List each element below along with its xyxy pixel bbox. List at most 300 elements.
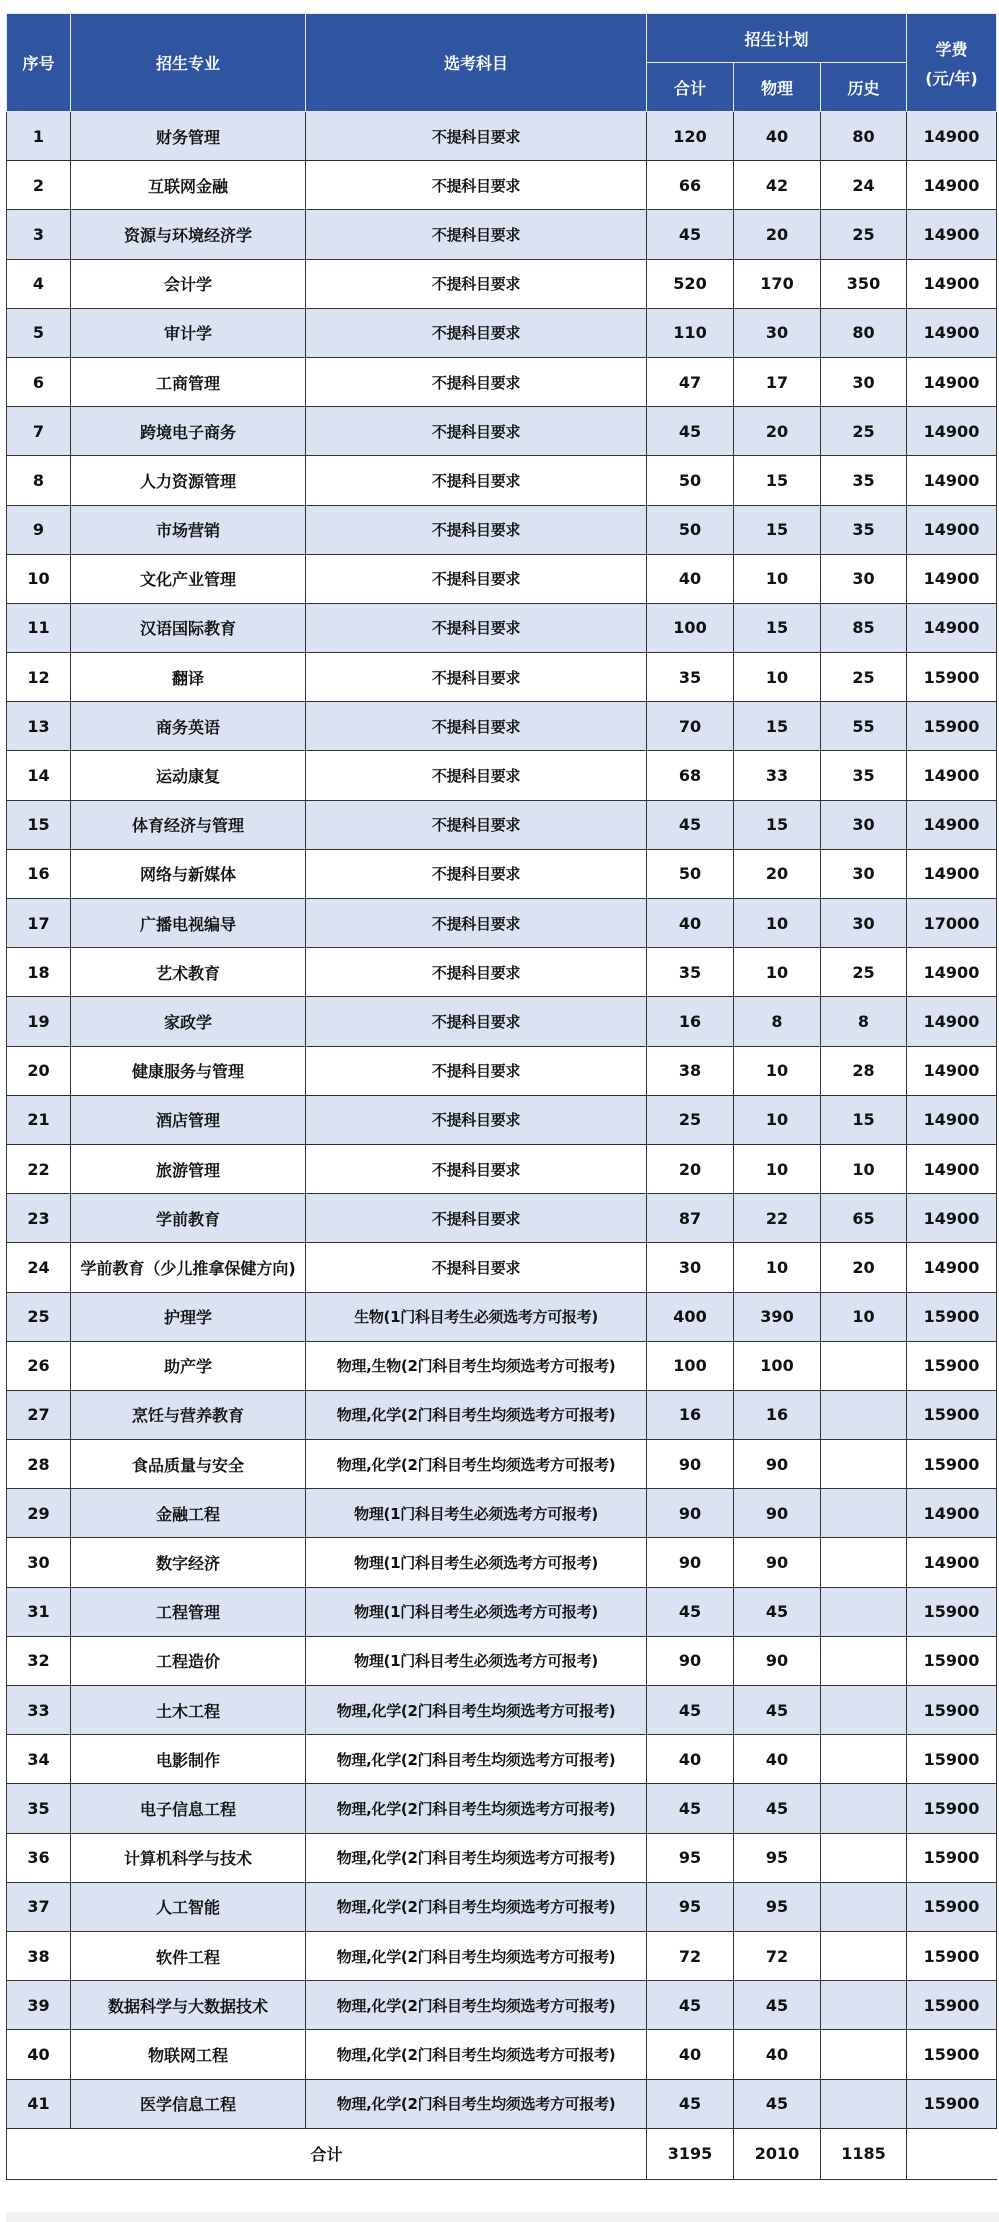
cell-physics: 170 [734, 259, 821, 308]
table-row [7, 849, 997, 898]
table-row [7, 456, 997, 505]
cell-major: 金融工程 [71, 1489, 306, 1538]
cell-subjects: 不提科目要求 [306, 554, 647, 603]
cell-major: 软件工程 [71, 1931, 306, 1980]
cell-major: 文化产业管理 [71, 554, 306, 603]
cell-total: 68 [647, 751, 734, 800]
cell-index: 33 [7, 1686, 71, 1735]
cell-index: 20 [7, 1046, 71, 1095]
cell-total: 40 [647, 554, 734, 603]
cell-physics: 8 [734, 997, 821, 1046]
cell-physics: 10 [734, 1095, 821, 1144]
cell-physics: 95 [734, 1833, 821, 1882]
cell-subjects: 不提科目要求 [306, 1243, 647, 1292]
cell-subjects: 不提科目要求 [306, 210, 647, 259]
cell-total: 90 [647, 1489, 734, 1538]
cell-physics: 40 [734, 2030, 821, 2079]
cell-total: 45 [647, 2079, 734, 2128]
cell-history: 8 [821, 997, 907, 1046]
cell-physics: 90 [734, 1636, 821, 1685]
cell-index: 39 [7, 1981, 71, 2030]
table-row [7, 2079, 997, 2128]
cell-history: 80 [821, 112, 907, 161]
cell-major: 酒店管理 [71, 1095, 306, 1144]
cell-history: 35 [821, 505, 907, 554]
cell-total: 110 [647, 308, 734, 357]
cell-history: 10 [821, 1292, 907, 1341]
enrollment-plan-table [6, 13, 997, 2180]
cell-physics: 90 [734, 1440, 821, 1489]
cell-index: 17 [7, 899, 71, 948]
cell-fee: 14900 [907, 1538, 997, 1587]
table-row [7, 1833, 997, 1882]
cell-major: 市场营销 [71, 505, 306, 554]
cell-total: 30 [647, 1243, 734, 1292]
cell-total: 47 [647, 357, 734, 406]
header-index: 序号 [7, 14, 71, 112]
cell-fee: 14900 [907, 259, 997, 308]
cell-major: 助产学 [71, 1341, 306, 1390]
cell-major: 数字经济 [71, 1538, 306, 1587]
cell-total: 45 [647, 210, 734, 259]
table-row [7, 161, 997, 210]
cell-subjects: 不提科目要求 [306, 259, 647, 308]
cell-major: 网络与新媒体 [71, 849, 306, 898]
cell-physics: 40 [734, 112, 821, 161]
cell-history: 30 [821, 849, 907, 898]
cell-index: 41 [7, 2079, 71, 2128]
cell-index: 19 [7, 997, 71, 1046]
cell-subjects: 物理,化学(2门科目考生均须选考方可报考) [306, 1735, 647, 1784]
cell-index: 12 [7, 653, 71, 702]
table-row [7, 1489, 997, 1538]
cell-subjects: 物理,化学(2门科目考生均须选考方可报考) [306, 1833, 647, 1882]
totals-total: 3195 [647, 2128, 734, 2179]
cell-major: 人力资源管理 [71, 456, 306, 505]
cell-major: 计算机科学与技术 [71, 1833, 306, 1882]
cell-index: 31 [7, 1587, 71, 1636]
cell-total: 72 [647, 1931, 734, 1980]
cell-physics: 45 [734, 1981, 821, 2030]
cell-major: 物联网工程 [71, 2030, 306, 2079]
cell-total: 16 [647, 1390, 734, 1439]
cell-history: 35 [821, 751, 907, 800]
cell-subjects: 物理,化学(2门科目考生均须选考方可报考) [306, 1931, 647, 1980]
cell-physics: 15 [734, 702, 821, 751]
cell-total: 90 [647, 1440, 734, 1489]
cell-fee: 15900 [907, 1587, 997, 1636]
table-row [7, 1440, 997, 1489]
cell-total: 50 [647, 505, 734, 554]
cell-history [821, 2079, 907, 2128]
cell-subjects: 不提科目要求 [306, 899, 647, 948]
cell-fee: 15900 [907, 1735, 997, 1784]
cell-fee: 14900 [907, 1489, 997, 1538]
totals-row [7, 2128, 997, 2179]
cell-index: 29 [7, 1489, 71, 1538]
cell-index: 34 [7, 1735, 71, 1784]
table-row [7, 997, 997, 1046]
cell-major: 体育经济与管理 [71, 800, 306, 849]
table-row [7, 1341, 997, 1390]
cell-index: 10 [7, 554, 71, 603]
cell-index: 6 [7, 357, 71, 406]
footer-bar [6, 2212, 999, 2222]
cell-fee: 15900 [907, 1833, 997, 1882]
cell-index: 35 [7, 1784, 71, 1833]
cell-fee: 14900 [907, 1194, 997, 1243]
cell-subjects: 不提科目要求 [306, 1046, 647, 1095]
cell-history: 30 [821, 899, 907, 948]
cell-major: 审计学 [71, 308, 306, 357]
cell-physics: 100 [734, 1341, 821, 1390]
cell-history [821, 1341, 907, 1390]
cell-subjects: 不提科目要求 [306, 161, 647, 210]
cell-index: 25 [7, 1292, 71, 1341]
cell-fee: 15900 [907, 702, 997, 751]
cell-subjects: 物理(1门科目考生必须选考方可报考) [306, 1489, 647, 1538]
header-fee-line1: 学费 [935, 39, 968, 59]
cell-history [821, 1390, 907, 1439]
cell-total: 45 [647, 1784, 734, 1833]
cell-fee: 14900 [907, 112, 997, 161]
cell-fee: 15900 [907, 1636, 997, 1685]
cell-major: 财务管理 [71, 112, 306, 161]
cell-index: 9 [7, 505, 71, 554]
cell-history: 25 [821, 210, 907, 259]
table-row [7, 1144, 997, 1193]
cell-total: 40 [647, 2030, 734, 2079]
cell-total: 120 [647, 112, 734, 161]
cell-history: 25 [821, 653, 907, 702]
cell-total: 45 [647, 1981, 734, 2030]
cell-total: 400 [647, 1292, 734, 1341]
cell-total: 95 [647, 1882, 734, 1931]
cell-history: 55 [821, 702, 907, 751]
cell-history [821, 1931, 907, 1980]
cell-fee: 14900 [907, 554, 997, 603]
cell-subjects: 物理(1门科目考生必须选考方可报考) [306, 1538, 647, 1587]
table-row [7, 1784, 997, 1833]
cell-index: 30 [7, 1538, 71, 1587]
cell-history: 28 [821, 1046, 907, 1095]
cell-subjects: 不提科目要求 [306, 702, 647, 751]
cell-physics: 10 [734, 1046, 821, 1095]
table-row [7, 948, 997, 997]
cell-fee: 14900 [907, 505, 997, 554]
cell-history: 85 [821, 603, 907, 652]
cell-physics: 45 [734, 1784, 821, 1833]
table-row [7, 505, 997, 554]
cell-index: 8 [7, 456, 71, 505]
cell-history: 65 [821, 1194, 907, 1243]
cell-physics: 45 [734, 1587, 821, 1636]
totals-label: 合计 [7, 2128, 647, 2179]
cell-major: 商务英语 [71, 702, 306, 751]
cell-index: 5 [7, 308, 71, 357]
cell-major: 食品质量与安全 [71, 1440, 306, 1489]
cell-subjects: 不提科目要求 [306, 849, 647, 898]
cell-fee: 14900 [907, 849, 997, 898]
cell-major: 学前教育（少儿推拿保健方向) [71, 1243, 306, 1292]
cell-major: 互联网金融 [71, 161, 306, 210]
cell-subjects: 不提科目要求 [306, 112, 647, 161]
header-subjects: 选考科目 [306, 14, 647, 112]
table-row [7, 1046, 997, 1095]
cell-physics: 20 [734, 210, 821, 259]
cell-physics: 17 [734, 357, 821, 406]
cell-fee: 14900 [907, 456, 997, 505]
cell-major: 电影制作 [71, 1735, 306, 1784]
cell-total: 66 [647, 161, 734, 210]
cell-major: 翻译 [71, 653, 306, 702]
cell-history: 350 [821, 259, 907, 308]
cell-physics: 15 [734, 603, 821, 652]
cell-physics: 30 [734, 308, 821, 357]
cell-subjects: 不提科目要求 [306, 997, 647, 1046]
cell-major: 电子信息工程 [71, 1784, 306, 1833]
cell-history [821, 1882, 907, 1931]
cell-fee: 14900 [907, 1243, 997, 1292]
table-row [7, 1390, 997, 1439]
cell-subjects: 物理,化学(2门科目考生均须选考方可报考) [306, 2030, 647, 2079]
cell-fee: 14900 [907, 800, 997, 849]
cell-index: 22 [7, 1144, 71, 1193]
cell-subjects: 物理,化学(2门科目考生均须选考方可报考) [306, 1882, 647, 1931]
header-total: 合计 [647, 63, 734, 112]
cell-subjects: 物理(1门科目考生必须选考方可报考) [306, 1587, 647, 1636]
cell-fee: 15900 [907, 2079, 997, 2128]
cell-history [821, 1636, 907, 1685]
cell-history [821, 1587, 907, 1636]
cell-total: 45 [647, 1587, 734, 1636]
cell-index: 36 [7, 1833, 71, 1882]
cell-subjects: 物理(1门科目考生必须选考方可报考) [306, 1636, 647, 1685]
cell-index: 16 [7, 849, 71, 898]
table-row [7, 751, 997, 800]
table-row [7, 1686, 997, 1735]
cell-major: 旅游管理 [71, 1144, 306, 1193]
cell-total: 50 [647, 456, 734, 505]
cell-fee: 15900 [907, 1784, 997, 1833]
cell-history [821, 2030, 907, 2079]
table-row [7, 1095, 997, 1144]
cell-fee: 15900 [907, 1686, 997, 1735]
cell-subjects: 不提科目要求 [306, 948, 647, 997]
table-row [7, 357, 997, 406]
cell-physics: 16 [734, 1390, 821, 1439]
cell-physics: 22 [734, 1194, 821, 1243]
cell-physics: 390 [734, 1292, 821, 1341]
cell-physics: 90 [734, 1489, 821, 1538]
table-row [7, 800, 997, 849]
cell-fee: 14900 [907, 1046, 997, 1095]
cell-subjects: 物理,化学(2门科目考生均须选考方可报考) [306, 2079, 647, 2128]
cell-subjects: 不提科目要求 [306, 1144, 647, 1193]
header-fee-line2: (元/年) [925, 68, 978, 88]
cell-major: 护理学 [71, 1292, 306, 1341]
cell-total: 70 [647, 702, 734, 751]
cell-index: 14 [7, 751, 71, 800]
cell-subjects: 不提科目要求 [306, 505, 647, 554]
cell-index: 28 [7, 1440, 71, 1489]
table-row [7, 554, 997, 603]
cell-history: 35 [821, 456, 907, 505]
cell-major: 工商管理 [71, 357, 306, 406]
table-row [7, 702, 997, 751]
cell-fee: 15900 [907, 1882, 997, 1931]
cell-fee: 14900 [907, 603, 997, 652]
cell-fee: 17000 [907, 899, 997, 948]
cell-total: 40 [647, 1735, 734, 1784]
cell-major: 运动康复 [71, 751, 306, 800]
cell-fee: 15900 [907, 1931, 997, 1980]
cell-index: 37 [7, 1882, 71, 1931]
cell-index: 40 [7, 2030, 71, 2079]
cell-index: 13 [7, 702, 71, 751]
cell-history: 30 [821, 554, 907, 603]
cell-physics: 10 [734, 1243, 821, 1292]
cell-history [821, 1735, 907, 1784]
totals-history: 1185 [821, 2128, 907, 2179]
cell-major: 艺术教育 [71, 948, 306, 997]
cell-physics: 10 [734, 899, 821, 948]
totals-physics: 2010 [734, 2128, 821, 2179]
table-row [7, 407, 997, 456]
cell-fee: 14900 [907, 407, 997, 456]
cell-index: 4 [7, 259, 71, 308]
cell-total: 87 [647, 1194, 734, 1243]
cell-major: 家政学 [71, 997, 306, 1046]
table-row [7, 1636, 997, 1685]
table-row [7, 1981, 997, 2030]
cell-subjects: 不提科目要求 [306, 800, 647, 849]
cell-index: 23 [7, 1194, 71, 1243]
cell-history: 25 [821, 407, 907, 456]
cell-fee: 15900 [907, 653, 997, 702]
cell-subjects: 不提科目要求 [306, 357, 647, 406]
header-fee [907, 14, 997, 112]
cell-index: 27 [7, 1390, 71, 1439]
cell-index: 15 [7, 800, 71, 849]
cell-total: 16 [647, 997, 734, 1046]
cell-subjects: 不提科目要求 [306, 456, 647, 505]
cell-total: 520 [647, 259, 734, 308]
table-row [7, 1538, 997, 1587]
cell-index: 18 [7, 948, 71, 997]
table-row [7, 210, 997, 259]
table-row [7, 603, 997, 652]
cell-major: 工程造价 [71, 1636, 306, 1685]
cell-subjects: 不提科目要求 [306, 751, 647, 800]
table-row [7, 899, 997, 948]
cell-index: 2 [7, 161, 71, 210]
cell-total: 90 [647, 1636, 734, 1685]
cell-subjects: 物理,化学(2门科目考生均须选考方可报考) [306, 1440, 647, 1489]
table-row [7, 653, 997, 702]
cell-history [821, 1686, 907, 1735]
cell-physics: 72 [734, 1931, 821, 1980]
cell-history [821, 1981, 907, 2030]
cell-subjects: 物理,化学(2门科目考生均须选考方可报考) [306, 1390, 647, 1439]
cell-major: 健康服务与管理 [71, 1046, 306, 1095]
table-row [7, 112, 997, 161]
cell-history [821, 1784, 907, 1833]
cell-total: 90 [647, 1538, 734, 1587]
cell-major: 学前教育 [71, 1194, 306, 1243]
cell-index: 32 [7, 1636, 71, 1685]
cell-major: 会计学 [71, 259, 306, 308]
table-row [7, 1931, 997, 1980]
cell-fee: 15900 [907, 1292, 997, 1341]
table-row [7, 308, 997, 357]
cell-physics: 10 [734, 1144, 821, 1193]
cell-subjects: 不提科目要求 [306, 603, 647, 652]
cell-major: 资源与环境经济学 [71, 210, 306, 259]
cell-major: 广播电视编导 [71, 899, 306, 948]
cell-major: 数据科学与大数据技术 [71, 1981, 306, 2030]
cell-fee: 15900 [907, 1440, 997, 1489]
cell-subjects: 不提科目要求 [306, 653, 647, 702]
cell-total: 45 [647, 1686, 734, 1735]
cell-physics: 45 [734, 2079, 821, 2128]
cell-total: 45 [647, 407, 734, 456]
cell-subjects: 不提科目要求 [306, 1095, 647, 1144]
cell-history: 80 [821, 308, 907, 357]
cell-fee: 14900 [907, 997, 997, 1046]
cell-fee: 14900 [907, 948, 997, 997]
table-row [7, 1243, 997, 1292]
cell-subjects: 物理,生物(2门科目考生均须选考方可报考) [306, 1341, 647, 1390]
cell-major: 土木工程 [71, 1686, 306, 1735]
table-row [7, 1882, 997, 1931]
cell-index: 26 [7, 1341, 71, 1390]
cell-physics: 33 [734, 751, 821, 800]
table-row [7, 1587, 997, 1636]
cell-fee: 14900 [907, 210, 997, 259]
cell-fee: 15900 [907, 1341, 997, 1390]
table-row [7, 1194, 997, 1243]
cell-index: 7 [7, 407, 71, 456]
cell-physics: 42 [734, 161, 821, 210]
cell-index: 11 [7, 603, 71, 652]
header-history: 历史 [821, 63, 907, 112]
cell-total: 40 [647, 899, 734, 948]
header-major: 招生专业 [71, 14, 306, 112]
table-row [7, 1292, 997, 1341]
cell-history [821, 1538, 907, 1587]
cell-major: 医学信息工程 [71, 2079, 306, 2128]
cell-subjects: 不提科目要求 [306, 407, 647, 456]
cell-history: 24 [821, 161, 907, 210]
cell-physics: 45 [734, 1686, 821, 1735]
table-row [7, 259, 997, 308]
cell-physics: 90 [734, 1538, 821, 1587]
cell-history: 30 [821, 357, 907, 406]
cell-fee: 14900 [907, 1095, 997, 1144]
cell-major: 烹饪与营养教育 [71, 1390, 306, 1439]
cell-physics: 15 [734, 456, 821, 505]
totals-fee-blank [907, 2128, 997, 2179]
cell-index: 38 [7, 1931, 71, 1980]
cell-subjects: 物理,化学(2门科目考生均须选考方可报考) [306, 1784, 647, 1833]
cell-total: 25 [647, 1095, 734, 1144]
cell-index: 24 [7, 1243, 71, 1292]
cell-fee: 14900 [907, 1144, 997, 1193]
cell-history: 15 [821, 1095, 907, 1144]
cell-total: 100 [647, 603, 734, 652]
cell-subjects: 物理,化学(2门科目考生均须选考方可报考) [306, 1981, 647, 2030]
